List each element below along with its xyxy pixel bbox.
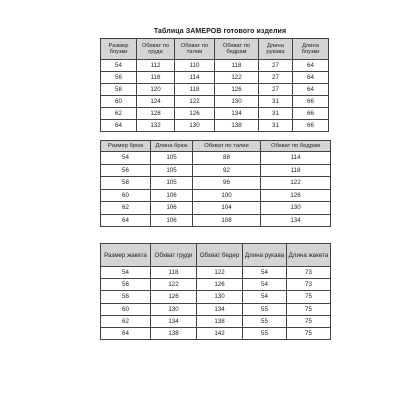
table-cell: 112 — [137, 60, 175, 72]
table-cell: 54 — [101, 267, 151, 279]
column-header: Обхват по бедрам — [261, 141, 331, 152]
table-cell: 106 — [151, 189, 193, 202]
column-header: Обхват по бедрам — [215, 39, 259, 60]
table-cell: 55 — [243, 303, 287, 315]
table-cell: 124 — [137, 96, 175, 108]
column-header: Длина жакета — [287, 244, 331, 267]
table-row — [101, 152, 331, 165]
table-cell: 104 — [193, 202, 261, 215]
table-cell: 56 — [101, 279, 151, 291]
table-cell: 134 — [197, 303, 243, 315]
table-cell: 58 — [101, 291, 151, 303]
table-cell: 55 — [243, 327, 287, 339]
table-cell: 126 — [197, 279, 243, 291]
table-cell: 75 — [287, 303, 331, 315]
column-header: Обхват груди — [151, 244, 197, 267]
table-row — [101, 315, 331, 327]
table-cell: 88 — [193, 152, 261, 165]
column-header: Длина рукава — [243, 244, 287, 267]
table-cell: 75 — [287, 315, 331, 327]
column-header: Обхват бедер — [197, 244, 243, 267]
table-header-row — [101, 141, 331, 152]
table-cell: 105 — [151, 177, 193, 190]
table-cell: 73 — [287, 279, 331, 291]
table-cell: 126 — [175, 108, 215, 120]
table-row — [101, 202, 331, 215]
table-row — [101, 303, 331, 315]
table-cell: 60 — [101, 303, 151, 315]
table-row — [101, 120, 329, 132]
table-cell: 31 — [259, 96, 293, 108]
table-cell: 56 — [101, 164, 151, 177]
table-header-row — [101, 39, 329, 60]
table-cell: 73 — [287, 267, 331, 279]
blouse-measurements-table — [100, 38, 329, 132]
column-header: Размер жакета — [101, 244, 151, 267]
table-cell: 105 — [151, 164, 193, 177]
table-cell: 27 — [259, 72, 293, 84]
table-cell: 62 — [101, 108, 137, 120]
table-cell: 134 — [151, 315, 197, 327]
table-row — [101, 164, 331, 177]
table-cell: 54 — [243, 267, 287, 279]
table-cell: 108 — [193, 214, 261, 227]
table-cell: 62 — [101, 315, 151, 327]
table-cell: 122 — [215, 72, 259, 84]
table-cell: 118 — [261, 164, 331, 177]
column-header: Длина блузки — [293, 39, 329, 60]
table-cell: 120 — [137, 84, 175, 96]
table-cell: 62 — [101, 202, 151, 215]
table-cell: 31 — [259, 108, 293, 120]
table-cell: 114 — [261, 152, 331, 165]
table-cell: 75 — [287, 327, 331, 339]
table-cell: 64 — [293, 60, 329, 72]
table-row — [101, 327, 331, 339]
table-cell: 100 — [193, 189, 261, 202]
table-cell: 54 — [243, 291, 287, 303]
column-header: Размер блузки — [101, 39, 137, 60]
table-cell: 105 — [151, 152, 193, 165]
table-cell: 66 — [293, 108, 329, 120]
table-cell: 130 — [215, 96, 259, 108]
table-cell: 31 — [259, 120, 293, 132]
table-cell: 122 — [175, 96, 215, 108]
table-cell: 134 — [215, 108, 259, 120]
table-cell: 96 — [193, 177, 261, 190]
table-cell: 27 — [259, 60, 293, 72]
table-row — [101, 177, 331, 190]
table-row — [101, 108, 329, 120]
table-cell: 55 — [243, 315, 287, 327]
table-cell: 92 — [193, 164, 261, 177]
table-cell: 138 — [151, 327, 197, 339]
jacket-measurements-table — [100, 243, 331, 340]
table-cell: 118 — [175, 84, 215, 96]
table-cell: 64 — [101, 120, 137, 132]
table-cell: 118 — [151, 267, 197, 279]
table-row — [101, 214, 331, 227]
table-cell: 60 — [101, 189, 151, 202]
table-cell: 138 — [215, 120, 259, 132]
table-cell: 66 — [293, 120, 329, 132]
table-cell: 118 — [215, 60, 259, 72]
table-row — [101, 72, 329, 84]
table-cell: 122 — [197, 267, 243, 279]
table-cell: 60 — [101, 96, 137, 108]
table-cell: 116 — [137, 72, 175, 84]
table-cell: 54 — [101, 60, 137, 72]
table-cell: 75 — [287, 291, 331, 303]
table-cell: 66 — [293, 96, 329, 108]
table-cell: 64 — [293, 84, 329, 96]
table-cell: 126 — [261, 189, 331, 202]
table-cell: 64 — [101, 214, 151, 227]
table-cell: 54 — [101, 152, 151, 165]
table-cell: 122 — [151, 279, 197, 291]
table-row — [101, 267, 331, 279]
table-row — [101, 84, 329, 96]
table-row — [101, 279, 331, 291]
table-row — [101, 291, 331, 303]
table-cell: 126 — [215, 84, 259, 96]
table-cell: 110 — [175, 60, 215, 72]
table-cell: 27 — [259, 84, 293, 96]
trousers-measurements-table — [100, 140, 331, 227]
column-header: Обхват по талии — [175, 39, 215, 60]
table-row — [101, 96, 329, 108]
table-cell: 142 — [197, 327, 243, 339]
table-cell: 56 — [101, 72, 137, 84]
table-cell: 122 — [261, 177, 331, 190]
column-header: Обхват по груди — [137, 39, 175, 60]
table-cell: 64 — [101, 327, 151, 339]
table-cell: 64 — [293, 72, 329, 84]
table-cell: 106 — [151, 214, 193, 227]
table-cell: 138 — [197, 315, 243, 327]
table-cell: 132 — [137, 120, 175, 132]
table-cell: 128 — [137, 108, 175, 120]
table-cell: 130 — [175, 120, 215, 132]
table-cell: 130 — [261, 202, 331, 215]
table-cell: 130 — [151, 303, 197, 315]
column-header: Длина рукава — [259, 39, 293, 60]
table-row — [101, 60, 329, 72]
table-cell: 106 — [151, 202, 193, 215]
column-header: Размер брюк — [101, 141, 151, 152]
table-cell: 134 — [261, 214, 331, 227]
page-title: Таблица ЗАМЕРОВ готового изделия — [153, 28, 287, 35]
column-header: Обхват по талии — [193, 141, 261, 152]
table-cell: 126 — [151, 291, 197, 303]
table-cell: 114 — [175, 72, 215, 84]
column-header: Длина брюк — [151, 141, 193, 152]
table-cell: 58 — [101, 177, 151, 190]
table-row — [101, 189, 331, 202]
table-cell: 58 — [101, 84, 137, 96]
table-header-row — [101, 244, 331, 267]
table-cell: 130 — [197, 291, 243, 303]
table-cell: 54 — [243, 279, 287, 291]
